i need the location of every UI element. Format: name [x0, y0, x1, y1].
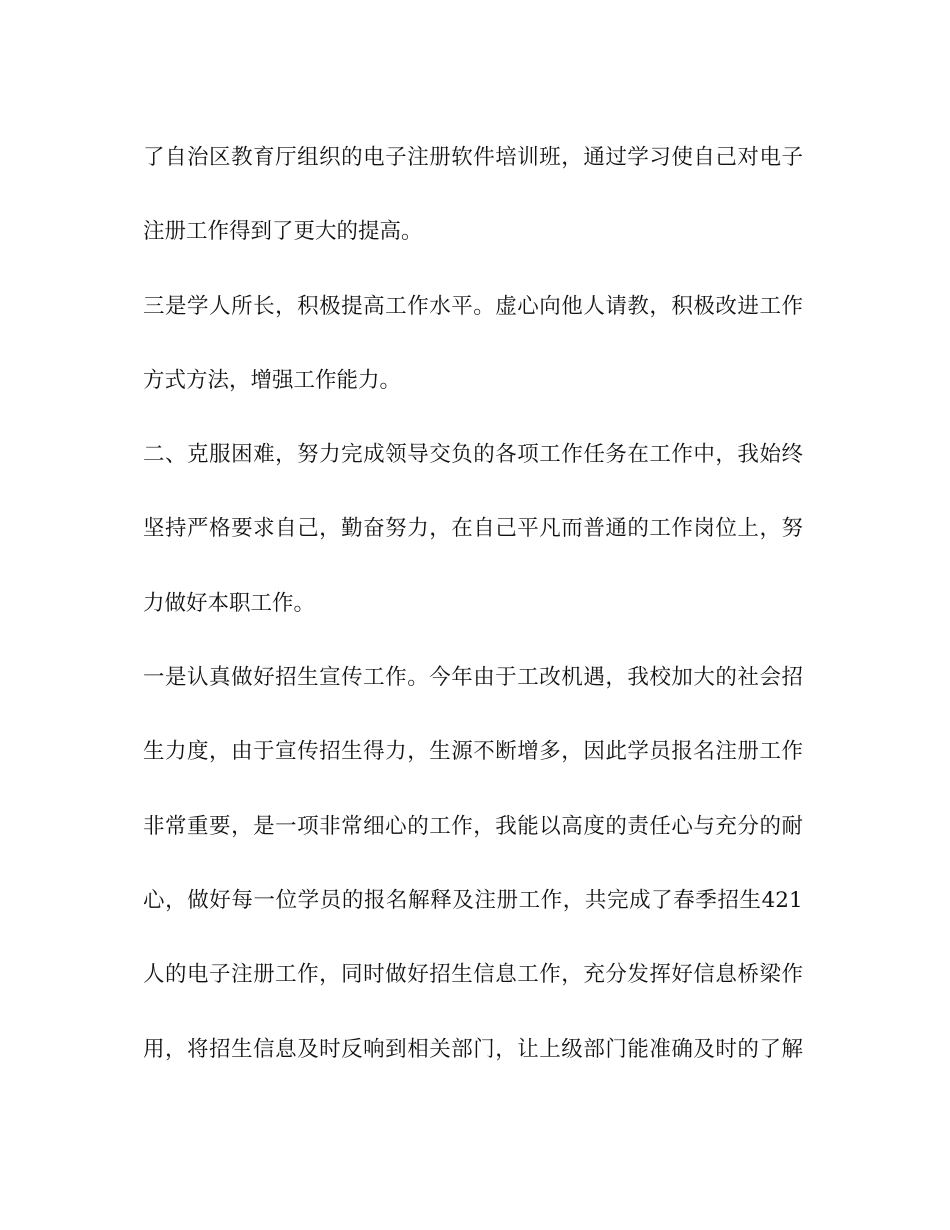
text-line: 一 是 认 真 做 好 招 生 宣 传 工 作 。 今 年 由 于 工 改 机 遇 ， 我 校 加 大 的 社 会 招	[143, 665, 803, 691]
text-line: 非 常 重 要 ， 是 一 项 非 常 细 心 的 工 作 ， 我 能 以 高 度 的 责 任 心 与 充 分 的 耐	[143, 813, 803, 839]
text-line: 力做好本职工作。	[143, 590, 316, 616]
text-line: 了 自 治 区 教 育 厅 组 织 的 电 子 注 册 软 件 培 训 班 ， 通 过 学 习 使 自 己 对 电 子	[143, 145, 803, 170]
text-line: 坚 持 严 格 要 求 自 己 ， 勤 奋 努 力 ， 在 自 己 平 凡 而 普 通 的 工 作 岗 位 上 ， 努	[143, 516, 803, 542]
text-line: 人 的 电 子 注 册 工 作 ， 同 时 做 好 招 生 信 息 工 作 ， 充 分 发 挥 好 信 息 桥 梁 作	[143, 962, 803, 988]
text-line: 方式方法，增强工作能力。	[143, 367, 402, 393]
body-text	[143, 138, 803, 1104]
text-line: 心 ， 做 好 每 一 位 学 员 的 报 名 解 释 及 注 册 工 作 ， 共 完 成 了 春 季 招 生 421	[143, 887, 803, 913]
text-line: 三 是 学 人 所 长 ， 积 极 提 高 工 作 水 平 。 虚 心 向 他 人 请 教 ， 积 极 改 进 工 作	[143, 293, 803, 319]
text-line: 二 、 克 服 困 难 ， 努 力 完 成 领 导 交 负 的 各 项 工 作 任 务 在 工 作 中 ， 我 始 终	[143, 442, 803, 468]
text-line: 注册工作得到了更大的提高。	[143, 219, 423, 245]
text-line: 用 ， 将 招 生 信 息 及 时 反 响 到 相 关 部 门 ， 让 上 级 部 门 能 准 确 及 时 的 了 解	[143, 1036, 803, 1062]
text-line: 生 力 度 ， 由 于 宣 传 招 生 得 力 ， 生 源 不 断 增 多 ， 因 此 学 员 报 名 注 册 工 作	[143, 739, 803, 765]
